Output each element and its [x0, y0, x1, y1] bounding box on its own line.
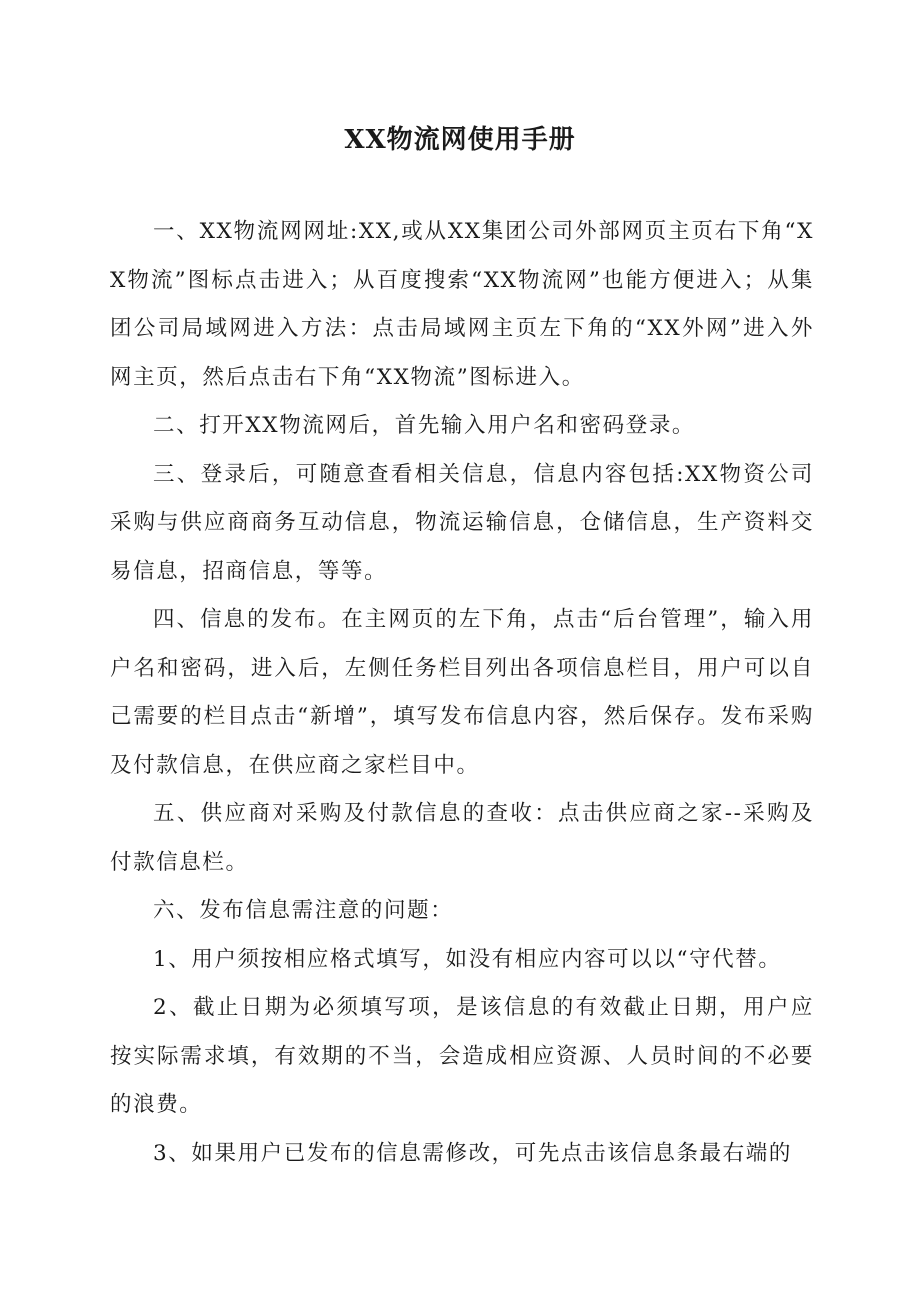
paragraph-publish-info: 四、信息的发布。在主网页的左下角，点击“后台管理”，输入用户名和密码，进入后，左侧任务栏目列出各项信息栏目，用户可以自己需要的栏目点击“新增”，填写发布信息内容，然后保存。发布采购及付款信息，在供应商之家栏目中。: [110, 607, 814, 778]
paragraph-note-1: 1、用户须按相应格式填写，如没有相应内容可以以“守代替。: [153, 946, 782, 972]
paragraph-website-access: 一、XX物流网网址:XX,或从XX集团公司外部网页主页右下角“XX物流”图标点击进入；从百度搜索“XX物流网”也能方便进入；从集团公司局域网进入方法：点击局域网主页左下角的“XX外网”进入外网主页，然后点击右下角“XX物流”图标进入。: [110, 219, 814, 390]
paragraph-login: 二、打开XX物流网后，首先输入用户名和密码登录。: [153, 413, 696, 438]
page-title: XX物流网使用手册: [344, 125, 576, 155]
paragraph-note-2: 2、截止日期为必须填写项，是该信息的有效截止日期，用户应按实际需求填，有效期的不当，会造成相应资源、人员时间的不必要的浪费。: [110, 995, 814, 1117]
paragraph-notes-heading: 六、发布信息需注意的问题：: [153, 898, 454, 923]
paragraph-view-info: 三、登录后，可随意查看相关信息，信息内容包括:XX物资公司采购与供应商商务互动信息，物流运输信息，仓储信息，生产资料交易信息，招商信息，等等。: [110, 461, 814, 584]
document-body: [110, 208, 814, 1178]
paragraph-note-3: 3、如果用户已发布的信息需修改，可先点击该信息条最右端的: [153, 1140, 792, 1166]
paragraph-supplier-check: 五、供应商对采购及付款信息的查收：点击供应商之家--采购及付款信息栏。: [110, 801, 814, 875]
